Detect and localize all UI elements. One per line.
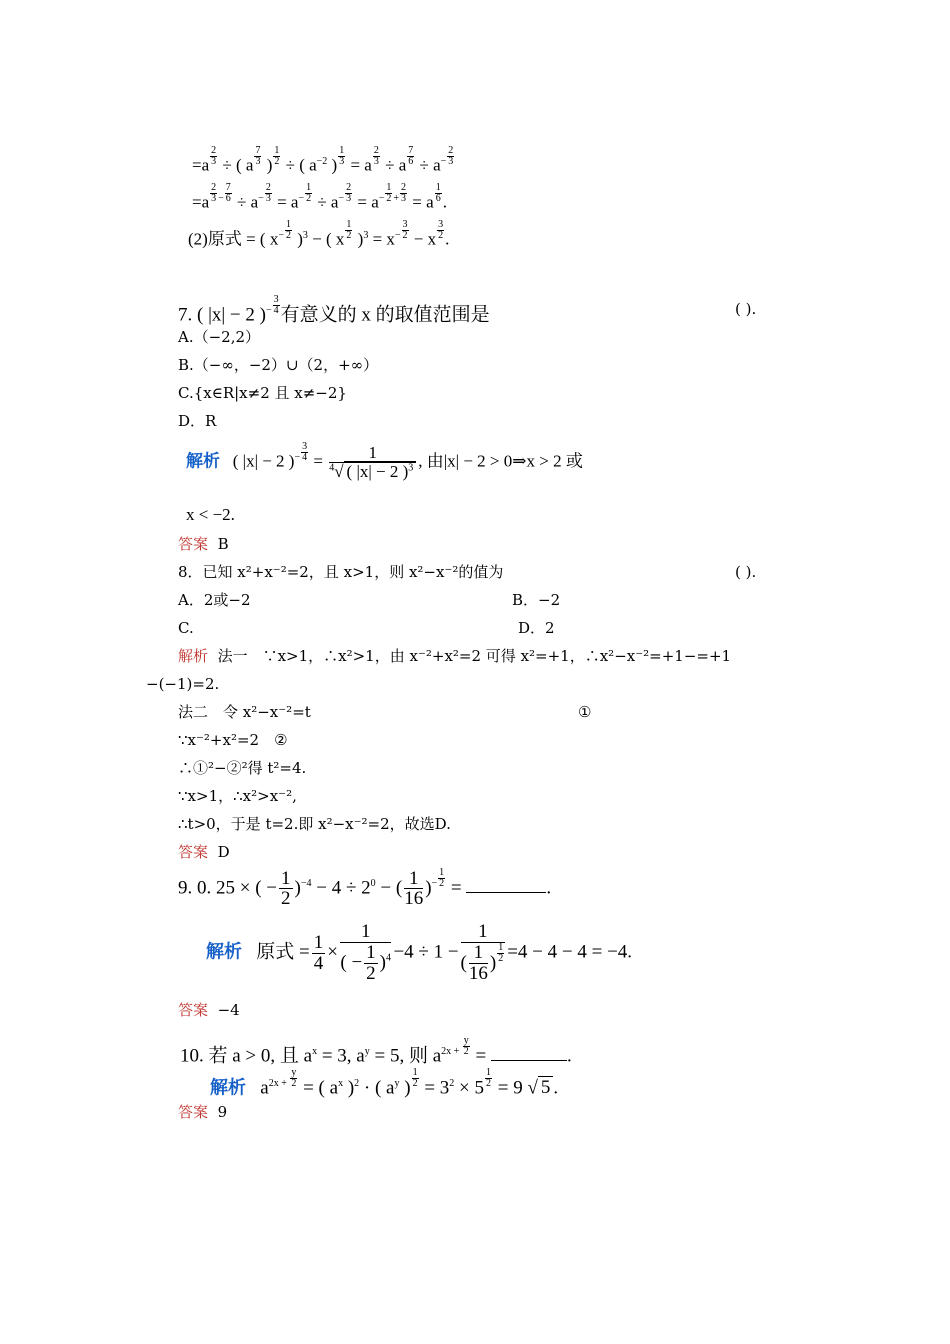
q7-option-d: D．R: [178, 412, 217, 430]
q8-method2-d: ∵x>1，∴x²>x⁻²,: [178, 787, 297, 805]
q10-stem: 10. 若 a > 0, 且 $a^x = 3$, $a^y = 5$, 则 $a^{2x +}$ $\frac{y}{2}$ = .: [180, 1035, 572, 1067]
q7-stem: 7. ( |x| − 2 )− $\frac{3}{4}$ 有意义的 x 的取值范围是: [178, 294, 490, 326]
answer-label: 答案: [178, 1103, 209, 1121]
q8-method2-e: ∴t>0，于是 t=2.即 x²−x⁻²=2，故选D.: [178, 815, 451, 833]
q8-paren: ( ).: [735, 563, 757, 581]
jiexi-label: 解析: [178, 647, 209, 665]
sol6-line3: (2)原式 = ( x− $\frac{1}{2}$ )$^3$ − ( x $\frac{1}{2}$ )$^3$ = x− $\frac{3}{2}$ − x $\frac{3}{2}$ .: [188, 219, 450, 249]
q7-option-a: A.（−2,2）: [178, 328, 261, 346]
q8-method1-cont: −(−1)=2.: [146, 675, 220, 693]
sol6-line1: =a $\frac{2}{3}$ ÷ ( a $\frac{7}{3}$ ) $\frac{1}{2}$ ÷ ( $a^{-2}$ ) $\frac{1}{3}$ = a $\frac{2}{3}$ ÷ a $\frac{7}{6}$ ÷ a− $\frac{2}{3}$: [192, 145, 454, 175]
q7-answer: 答案 B: [178, 535, 229, 553]
q8-method2-a: 法二 令 x²−x⁻²=t: [178, 703, 311, 721]
sol6-line2: =a $\frac{2}{3}$ − $\frac{7}{6}$ ÷ a− $\frac{2}{3}$ = a− $\frac{1}{2}$ ÷ a− $\frac{2}{3}$ = a− $\frac{1}{2}$ + $\frac{2}{3}$ = a $\frac{1}{6}$ .: [192, 182, 447, 212]
q8-method1: 解析 法一 ∵x>1，∴x²>1，由 x⁻²+x²=2 可得 x²=+1，∴x²−x⁻²=+1−=+1: [178, 647, 732, 665]
q7-jiexi: 解析 ( |x| − 2 )− $\frac{3}{4}$ = $\frac{1}{^4√ ( |x| - 2 )^3}$ , 由|x| − 2 > 0⇒x > 2 或: [186, 441, 583, 482]
jiexi-label: 解析: [206, 941, 242, 963]
q8-option-a: A．2或−2: [178, 591, 251, 609]
answer-label: 答案: [178, 1001, 209, 1019]
q8-stem: 8．已知 x²+x⁻²=2，且 x>1，则 x²−x⁻²的值为: [178, 563, 504, 581]
q9-stem: 9. 0. 25 × ( − $\frac{1}{2}$ )$^{-4} - 4 \div 2^0$ − ( $\frac{1}{16}$ )− $\frac{1}{2}$ = .: [178, 867, 552, 910]
answer-label: 答案: [178, 843, 209, 861]
jiexi-label: 解析: [210, 1077, 246, 1099]
q7-jiexi-line2: x < −2.: [186, 505, 235, 524]
q8-option-d: D．2: [518, 619, 555, 637]
q8-option-b: B．−2: [512, 591, 561, 609]
q8-answer: 答案 D: [178, 843, 230, 861]
q8-method2-mark: ①: [578, 703, 592, 721]
q9-answer: 答案 −4: [178, 1001, 240, 1019]
jiexi-label: 解析: [186, 451, 220, 472]
q10-jiexi: 解析 $a^{2x +}$ $\frac{y}{2}$ = ( $a^x$ )$^2$ · ( $a^y$ ) $\frac{1}{2}$ = $3^2 \times 5$ $\frac{1}{2}$ = 9 √ 5 .: [210, 1067, 559, 1099]
answer-label: 答案: [178, 535, 209, 553]
q7-paren: ( ).: [735, 300, 757, 318]
q8-method2-c: ∴①²−②²得 t²=4.: [178, 759, 307, 777]
q8-method2-b: ∵x⁻²+x²=2 ②: [178, 731, 288, 749]
q9-jiexi: 解析 原式 = $\frac{1}{4}$ × 1 ( − $\frac{1}{2}$ )$^4$ −4 ÷ 1 − 1 ( $\frac{1}{16}$ ) $\frac{1}{2}$ =4 − 4 − 4 = −4.: [206, 921, 633, 985]
q10-answer: 答案 9: [178, 1103, 228, 1121]
q7-option-b: B.（−∞，−2）∪（2，+∞）: [178, 356, 379, 374]
q8-option-c: C.: [178, 619, 194, 637]
q7-option-c: C.{x∈R|x≠2 且 x≠−2}: [178, 384, 347, 402]
